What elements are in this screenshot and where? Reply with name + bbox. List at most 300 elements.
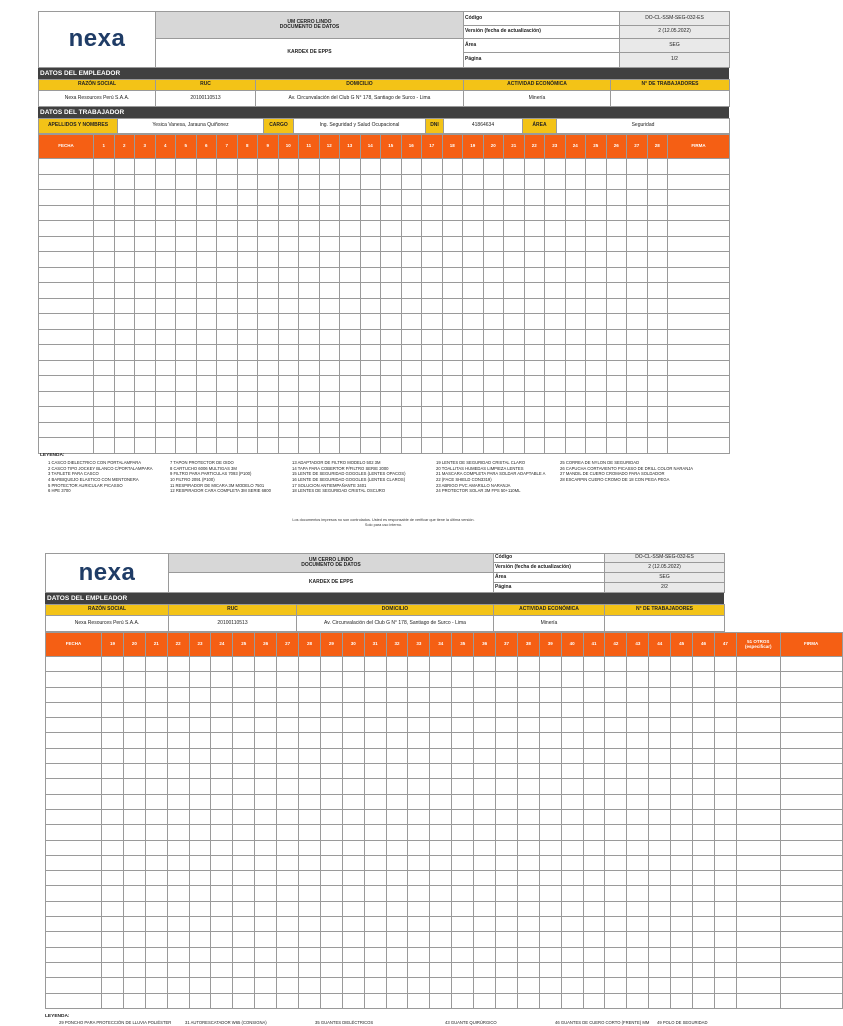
epp-cell[interactable] — [381, 360, 402, 376]
epp-cell[interactable] — [176, 159, 197, 175]
epp-cell[interactable] — [736, 748, 780, 763]
epp-cell[interactable] — [583, 794, 605, 809]
epp-cell[interactable] — [408, 886, 430, 901]
firma-cell[interactable] — [668, 376, 730, 392]
epp-cell[interactable] — [561, 825, 583, 840]
epp-cell[interactable] — [135, 159, 156, 175]
epp-cell[interactable] — [123, 672, 145, 687]
epp-cell[interactable] — [381, 376, 402, 392]
value-domicilio[interactable]: Av. Circunvalación del Club G N° 178, Santiago de Surco - Lima — [256, 91, 464, 107]
epp-cell[interactable] — [627, 314, 648, 330]
epp-cell[interactable] — [277, 687, 299, 702]
epp-cell[interactable] — [364, 687, 386, 702]
epp-cell[interactable] — [647, 314, 668, 330]
epp-cell[interactable] — [196, 407, 217, 423]
epp-cell[interactable] — [299, 314, 320, 330]
fecha-cell[interactable] — [46, 702, 102, 717]
epp-cell[interactable] — [342, 932, 364, 947]
value-domicilio-2[interactable]: Av. Circunvalación del Club G N° 178, Santiago de Surco - Lima — [297, 616, 494, 632]
epp-cell[interactable] — [237, 298, 258, 314]
firma-cell[interactable] — [780, 764, 842, 779]
epp-cell[interactable] — [386, 764, 408, 779]
epp-cell[interactable] — [671, 917, 693, 932]
epp-cell[interactable] — [167, 718, 189, 733]
epp-cell[interactable] — [627, 329, 648, 345]
epp-cell[interactable] — [463, 221, 484, 237]
firma-cell[interactable] — [668, 221, 730, 237]
epp-cell[interactable] — [561, 794, 583, 809]
epp-cell[interactable] — [123, 855, 145, 870]
epp-cell[interactable] — [736, 794, 780, 809]
epp-cell[interactable] — [517, 764, 539, 779]
epp-cell[interactable] — [408, 794, 430, 809]
epp-cell[interactable] — [211, 733, 233, 748]
epp-cell[interactable] — [299, 329, 320, 345]
epp-cell[interactable] — [145, 840, 167, 855]
epp-cell[interactable] — [123, 901, 145, 916]
epp-cell[interactable] — [605, 978, 627, 993]
epp-cell[interactable] — [605, 748, 627, 763]
epp-cell[interactable] — [155, 360, 176, 376]
epp-cell[interactable] — [442, 236, 463, 252]
epp-cell[interactable] — [408, 687, 430, 702]
epp-cell[interactable] — [342, 764, 364, 779]
epp-cell[interactable] — [381, 438, 402, 454]
epp-cell[interactable] — [422, 314, 443, 330]
fecha-cell[interactable] — [46, 825, 102, 840]
epp-cell[interactable] — [517, 733, 539, 748]
epp-cell[interactable] — [474, 794, 496, 809]
epp-cell[interactable] — [627, 840, 649, 855]
epp-cell[interactable] — [102, 748, 124, 763]
epp-cell[interactable] — [176, 329, 197, 345]
epp-cell[interactable] — [189, 748, 211, 763]
epp-cell[interactable] — [278, 190, 299, 206]
value-actividad[interactable]: Minería — [464, 91, 611, 107]
epp-cell[interactable] — [401, 252, 422, 268]
epp-cell[interactable] — [627, 298, 648, 314]
epp-cell[interactable] — [517, 657, 539, 672]
epp-cell[interactable] — [401, 221, 422, 237]
epp-cell[interactable] — [736, 886, 780, 901]
epp-cell[interactable] — [539, 947, 561, 962]
epp-cell[interactable] — [463, 407, 484, 423]
epp-cell[interactable] — [561, 809, 583, 824]
epp-cell[interactable] — [649, 672, 671, 687]
epp-cell[interactable] — [430, 855, 452, 870]
epp-cell[interactable] — [211, 779, 233, 794]
epp-cell[interactable] — [408, 733, 430, 748]
epp-cell[interactable] — [217, 190, 238, 206]
epp-cell[interactable] — [605, 825, 627, 840]
epp-cell[interactable] — [299, 422, 320, 438]
fecha-cell[interactable] — [39, 345, 94, 361]
epp-cell[interactable] — [606, 159, 627, 175]
epp-cell[interactable] — [114, 345, 135, 361]
epp-cell[interactable] — [217, 360, 238, 376]
epp-cell[interactable] — [714, 794, 736, 809]
epp-cell[interactable] — [299, 993, 321, 1008]
epp-cell[interactable] — [586, 267, 607, 283]
epp-cell[interactable] — [442, 205, 463, 221]
epp-cell[interactable] — [517, 962, 539, 977]
fecha-cell[interactable] — [46, 657, 102, 672]
epp-cell[interactable] — [167, 733, 189, 748]
epp-cell[interactable] — [483, 252, 504, 268]
epp-cell[interactable] — [299, 174, 320, 190]
epp-cell[interactable] — [364, 702, 386, 717]
epp-cell[interactable] — [649, 748, 671, 763]
epp-cell[interactable] — [277, 809, 299, 824]
epp-cell[interactable] — [299, 391, 320, 407]
epp-cell[interactable] — [693, 809, 715, 824]
epp-cell[interactable] — [442, 252, 463, 268]
epp-cell[interactable] — [693, 978, 715, 993]
epp-cell[interactable] — [408, 917, 430, 932]
epp-cell[interactable] — [360, 159, 381, 175]
epp-cell[interactable] — [496, 733, 518, 748]
epp-cell[interactable] — [176, 190, 197, 206]
epp-cell[interactable] — [545, 376, 566, 392]
epp-cell[interactable] — [364, 809, 386, 824]
epp-cell[interactable] — [714, 947, 736, 962]
epp-cell[interactable] — [463, 252, 484, 268]
epp-cell[interactable] — [524, 438, 545, 454]
epp-cell[interactable] — [123, 809, 145, 824]
epp-cell[interactable] — [155, 345, 176, 361]
epp-cell[interactable] — [647, 205, 668, 221]
epp-cell[interactable] — [401, 283, 422, 299]
epp-cell[interactable] — [605, 901, 627, 916]
epp-cell[interactable] — [255, 871, 277, 886]
epp-cell[interactable] — [517, 672, 539, 687]
epp-cell[interactable] — [606, 283, 627, 299]
epp-cell[interactable] — [671, 779, 693, 794]
firma-cell[interactable] — [780, 779, 842, 794]
epp-cell[interactable] — [442, 329, 463, 345]
firma-cell[interactable] — [668, 252, 730, 268]
epp-cell[interactable] — [539, 993, 561, 1008]
epp-cell[interactable] — [565, 205, 586, 221]
epp-cell[interactable] — [135, 236, 156, 252]
epp-cell[interactable] — [211, 871, 233, 886]
epp-cell[interactable] — [474, 978, 496, 993]
fecha-cell[interactable] — [39, 360, 94, 376]
epp-cell[interactable] — [586, 329, 607, 345]
epp-cell[interactable] — [155, 159, 176, 175]
epp-cell[interactable] — [627, 345, 648, 361]
epp-cell[interactable] — [452, 901, 474, 916]
epp-cell[interactable] — [627, 283, 648, 299]
epp-cell[interactable] — [319, 298, 340, 314]
epp-cell[interactable] — [277, 764, 299, 779]
epp-cell[interactable] — [463, 159, 484, 175]
epp-cell[interactable] — [237, 252, 258, 268]
epp-cell[interactable] — [627, 962, 649, 977]
epp-cell[interactable] — [539, 855, 561, 870]
epp-cell[interactable] — [539, 748, 561, 763]
epp-cell[interactable] — [647, 298, 668, 314]
epp-cell[interactable] — [386, 993, 408, 1008]
epp-cell[interactable] — [278, 391, 299, 407]
epp-cell[interactable] — [408, 718, 430, 733]
epp-cell[interactable] — [504, 376, 525, 392]
epp-cell[interactable] — [145, 748, 167, 763]
epp-cell[interactable] — [320, 672, 342, 687]
epp-cell[interactable] — [671, 733, 693, 748]
epp-cell[interactable] — [736, 962, 780, 977]
epp-cell[interactable] — [299, 764, 321, 779]
epp-cell[interactable] — [474, 809, 496, 824]
epp-cell[interactable] — [299, 718, 321, 733]
fecha-cell[interactable] — [46, 672, 102, 687]
epp-cell[interactable] — [736, 657, 780, 672]
epp-cell[interactable] — [671, 962, 693, 977]
epp-cell[interactable] — [586, 205, 607, 221]
epp-cell[interactable] — [496, 672, 518, 687]
epp-cell[interactable] — [123, 825, 145, 840]
epp-cell[interactable] — [386, 748, 408, 763]
epp-cell[interactable] — [145, 962, 167, 977]
epp-cell[interactable] — [278, 159, 299, 175]
epp-cell[interactable] — [693, 855, 715, 870]
epp-cell[interactable] — [342, 978, 364, 993]
epp-cell[interactable] — [386, 779, 408, 794]
firma-cell[interactable] — [780, 855, 842, 870]
epp-cell[interactable] — [233, 718, 255, 733]
epp-cell[interactable] — [671, 932, 693, 947]
epp-cell[interactable] — [606, 438, 627, 454]
epp-cell[interactable] — [364, 932, 386, 947]
epp-cell[interactable] — [189, 764, 211, 779]
epp-cell[interactable] — [561, 917, 583, 932]
epp-cell[interactable] — [211, 932, 233, 947]
epp-cell[interactable] — [233, 932, 255, 947]
epp-cell[interactable] — [360, 267, 381, 283]
epp-cell[interactable] — [299, 283, 320, 299]
epp-cell[interactable] — [277, 672, 299, 687]
epp-cell[interactable] — [545, 221, 566, 237]
epp-cell[interactable] — [102, 840, 124, 855]
epp-cell[interactable] — [430, 809, 452, 824]
epp-cell[interactable] — [474, 840, 496, 855]
value-razon-social[interactable]: Nexa Resources Perú S.A.A. — [39, 91, 156, 107]
epp-cell[interactable] — [211, 687, 233, 702]
epp-cell[interactable] — [299, 886, 321, 901]
epp-cell[interactable] — [217, 159, 238, 175]
epp-cell[interactable] — [196, 221, 217, 237]
epp-cell[interactable] — [545, 360, 566, 376]
epp-cell[interactable] — [237, 345, 258, 361]
epp-cell[interactable] — [342, 702, 364, 717]
epp-cell[interactable] — [627, 376, 648, 392]
epp-cell[interactable] — [319, 159, 340, 175]
epp-cell[interactable] — [627, 748, 649, 763]
epp-cell[interactable] — [545, 438, 566, 454]
epp-cell[interactable] — [545, 252, 566, 268]
epp-cell[interactable] — [364, 718, 386, 733]
epp-cell[interactable] — [583, 855, 605, 870]
epp-cell[interactable] — [504, 438, 525, 454]
epp-cell[interactable] — [196, 236, 217, 252]
epp-cell[interactable] — [320, 855, 342, 870]
epp-cell[interactable] — [196, 267, 217, 283]
epp-cell[interactable] — [155, 283, 176, 299]
epp-cell[interactable] — [545, 190, 566, 206]
epp-cell[interactable] — [422, 205, 443, 221]
epp-cell[interactable] — [94, 391, 115, 407]
epp-cell[interactable] — [483, 329, 504, 345]
epp-cell[interactable] — [539, 672, 561, 687]
firma-cell[interactable] — [668, 438, 730, 454]
epp-cell[interactable] — [320, 840, 342, 855]
epp-cell[interactable] — [299, 978, 321, 993]
epp-cell[interactable] — [714, 718, 736, 733]
epp-cell[interactable] — [114, 205, 135, 221]
epp-cell[interactable] — [671, 947, 693, 962]
epp-cell[interactable] — [102, 962, 124, 977]
epp-cell[interactable] — [123, 947, 145, 962]
epp-cell[interactable] — [736, 932, 780, 947]
epp-cell[interactable] — [94, 236, 115, 252]
epp-cell[interactable] — [606, 391, 627, 407]
epp-cell[interactable] — [386, 855, 408, 870]
epp-cell[interactable] — [189, 657, 211, 672]
epp-cell[interactable] — [463, 422, 484, 438]
epp-cell[interactable] — [671, 702, 693, 717]
epp-cell[interactable] — [401, 159, 422, 175]
epp-cell[interactable] — [258, 422, 279, 438]
epp-cell[interactable] — [583, 672, 605, 687]
epp-cell[interactable] — [211, 917, 233, 932]
epp-cell[interactable] — [586, 345, 607, 361]
epp-cell[interactable] — [565, 314, 586, 330]
epp-cell[interactable] — [401, 391, 422, 407]
epp-cell[interactable] — [561, 764, 583, 779]
epp-cell[interactable] — [561, 748, 583, 763]
epp-cell[interactable] — [299, 252, 320, 268]
epp-cell[interactable] — [496, 718, 518, 733]
epp-cell[interactable] — [422, 422, 443, 438]
epp-cell[interactable] — [299, 794, 321, 809]
epp-cell[interactable] — [605, 733, 627, 748]
epp-cell[interactable] — [135, 438, 156, 454]
epp-cell[interactable] — [364, 840, 386, 855]
epp-cell[interactable] — [565, 221, 586, 237]
epp-cell[interactable] — [545, 314, 566, 330]
epp-cell[interactable] — [671, 825, 693, 840]
firma-cell[interactable] — [780, 657, 842, 672]
fecha-cell[interactable] — [39, 236, 94, 252]
epp-cell[interactable] — [196, 298, 217, 314]
epp-cell[interactable] — [671, 672, 693, 687]
epp-cell[interactable] — [649, 871, 671, 886]
epp-cell[interactable] — [196, 391, 217, 407]
epp-cell[interactable] — [320, 901, 342, 916]
epp-cell[interactable] — [211, 993, 233, 1008]
epp-cell[interactable] — [211, 718, 233, 733]
epp-cell[interactable] — [545, 236, 566, 252]
epp-cell[interactable] — [627, 886, 649, 901]
firma-cell[interactable] — [780, 840, 842, 855]
epp-cell[interactable] — [211, 702, 233, 717]
epp-cell[interactable] — [342, 840, 364, 855]
epp-cell[interactable] — [217, 391, 238, 407]
epp-cell[interactable] — [561, 779, 583, 794]
epp-cell[interactable] — [693, 687, 715, 702]
epp-cell[interactable] — [167, 687, 189, 702]
epp-cell[interactable] — [381, 283, 402, 299]
epp-cell[interactable] — [360, 314, 381, 330]
epp-cell[interactable] — [342, 687, 364, 702]
epp-cell[interactable] — [583, 886, 605, 901]
epp-cell[interactable] — [442, 314, 463, 330]
epp-cell[interactable] — [605, 855, 627, 870]
epp-cell[interactable] — [319, 267, 340, 283]
epp-cell[interactable] — [299, 345, 320, 361]
epp-cell[interactable] — [167, 657, 189, 672]
epp-cell[interactable] — [320, 733, 342, 748]
epp-cell[interactable] — [255, 748, 277, 763]
epp-cell[interactable] — [430, 794, 452, 809]
epp-cell[interactable] — [647, 283, 668, 299]
epp-cell[interactable] — [545, 267, 566, 283]
epp-cell[interactable] — [319, 391, 340, 407]
epp-cell[interactable] — [258, 159, 279, 175]
epp-cell[interactable] — [561, 932, 583, 947]
epp-cell[interactable] — [442, 345, 463, 361]
epp-cell[interactable] — [176, 407, 197, 423]
epp-cell[interactable] — [135, 422, 156, 438]
epp-cell[interactable] — [586, 236, 607, 252]
epp-cell[interactable] — [565, 190, 586, 206]
epp-cell[interactable] — [278, 314, 299, 330]
epp-cell[interactable] — [255, 779, 277, 794]
epp-cell[interactable] — [483, 159, 504, 175]
epp-cell[interactable] — [586, 360, 607, 376]
epp-cell[interactable] — [340, 174, 361, 190]
epp-cell[interactable] — [647, 221, 668, 237]
epp-cell[interactable] — [539, 687, 561, 702]
epp-cell[interactable] — [278, 267, 299, 283]
epp-cell[interactable] — [714, 748, 736, 763]
epp-cell[interactable] — [102, 947, 124, 962]
epp-cell[interactable] — [167, 947, 189, 962]
epp-cell[interactable] — [430, 993, 452, 1008]
epp-cell[interactable] — [565, 174, 586, 190]
epp-cell[interactable] — [606, 221, 627, 237]
epp-cell[interactable] — [114, 252, 135, 268]
epp-cell[interactable] — [736, 917, 780, 932]
epp-cell[interactable] — [474, 871, 496, 886]
epp-cell[interactable] — [364, 733, 386, 748]
firma-cell[interactable] — [668, 407, 730, 423]
epp-cell[interactable] — [496, 917, 518, 932]
epp-cell[interactable] — [277, 962, 299, 977]
epp-cell[interactable] — [649, 993, 671, 1008]
epp-cell[interactable] — [102, 932, 124, 947]
epp-cell[interactable] — [627, 993, 649, 1008]
epp-cell[interactable] — [299, 205, 320, 221]
epp-cell[interactable] — [217, 205, 238, 221]
epp-cell[interactable] — [196, 360, 217, 376]
epp-cell[interactable] — [211, 657, 233, 672]
epp-cell[interactable] — [483, 267, 504, 283]
fecha-cell[interactable] — [46, 886, 102, 901]
epp-cell[interactable] — [483, 236, 504, 252]
epp-cell[interactable] — [258, 314, 279, 330]
firma-cell[interactable] — [780, 809, 842, 824]
